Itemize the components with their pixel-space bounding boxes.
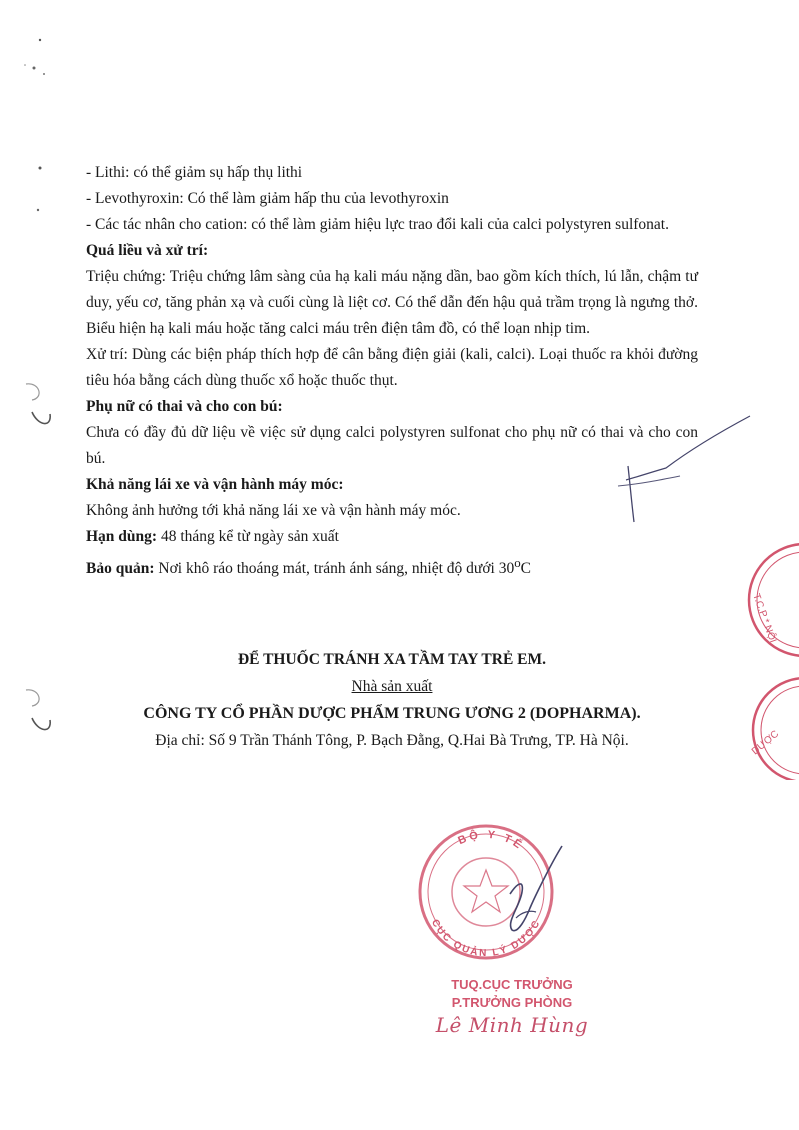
paragraph-driving: Không ảnh hưởng tới khả năng lái xe và vận hành máy móc.: [86, 502, 461, 519]
seal-top-text: BỘ Y TẾ: [456, 828, 526, 853]
company-address: Địa chỉ: Số 9 Trần Thánh Tông, P. Bạch Đằng, Q.Hai Bà Trưng, TP. Hà Nội.: [155, 732, 629, 749]
manufacturer-block: [86, 646, 698, 754]
line-levothyroxin: - Levothyroxin: Có thể làm giảm hấp thu của levothyroxin: [86, 190, 449, 207]
line-cation: - Các tác nhân cho cation: có thể làm giảm hiệu lực trao đổi kali của calci polystyren sulfonat.: [86, 216, 669, 233]
maker-label: Nhà sản xuất: [351, 678, 433, 695]
line-storage: [86, 550, 698, 582]
punch-hole-icon-2: [18, 686, 58, 746]
ministry-stamp-seal: [406, 822, 566, 962]
approval-block: [412, 976, 612, 1037]
punch-hole-icon: [18, 380, 58, 440]
edge-stamp-seal: [735, 540, 799, 780]
scan-speck-marks-2: [35, 160, 45, 220]
edge-seal-text-2: DƯỢC: [749, 728, 782, 758]
paragraph-pregnancy: Chưa có đầy đủ dữ liệu về việc sử dụng calci polystyren sulfonat cho phụ nữ có thai và cho con bú.: [86, 424, 698, 467]
shelf-life-label: Hạn dùng:: [86, 528, 158, 545]
child-warning: ĐỂ THUỐC TRÁNH XA TẦM TAY TRẺ EM.: [237, 651, 547, 668]
storage-label: Bảo quản:: [86, 560, 155, 578]
heading-overdose: Quá liều và xử trí:: [86, 242, 209, 259]
heading-pregnancy: Phụ nữ có thai và cho con bú:: [86, 398, 283, 415]
paragraph-treatment: Xử trí: Dùng các biện pháp thích hợp để cân bằng điện giải (kali, calci). Loại thuốc ra khỏi đường tiêu hóa bằng cách dùng thuốc xổ hoặc thuốc thụt.: [86, 346, 698, 389]
storage-unit: C: [520, 560, 531, 578]
degree-sup: o: [514, 555, 521, 570]
pen-checkmark-icon: [600, 410, 760, 530]
maker-line: [86, 673, 698, 700]
line-lithi: - Lithi: có thể giảm sụ hấp thụ lithi: [86, 164, 303, 181]
paragraph-symptoms: Triệu chứng: Triệu chứng lâm sàng của hạ kali máu nặng dần, bao gồm kích thích, lú lẫn, chậm tư duy, yếu cơ, tăng phản xạ và cuối cùng là liệt cơ. Có thể dẫn đến hậu quả trầm trọng là ngưng thở. Biểu hiện hạ kali máu hoặc tăng calci máu trên điện tâm đồ, có thể loạn nhịp tim.: [86, 268, 698, 337]
shelf-life-value: 48 tháng kể từ ngày sản xuất: [157, 528, 339, 545]
approval-title-2: P.TRƯỞNG PHÒNG: [451, 995, 573, 1010]
approval-title-1: TUQ.CỤC TRƯỞNG: [451, 977, 573, 992]
seal-bottom-text: CỤC QUẢN LÝ DƯỢC: [428, 917, 544, 960]
scan-speck-marks: [20, 30, 60, 90]
company-name: CÔNG TY CỔ PHẦN DƯỢC PHẨM TRUNG ƯƠNG 2 (DOPHARMA).: [143, 705, 641, 722]
edge-seal-text: T.C.P * NỘI: [750, 592, 779, 645]
heading-driving: Khả năng lái xe và vận hành máy móc:: [86, 476, 344, 493]
signatory-name: Lê Minh Hùng: [435, 1013, 589, 1037]
svg-text:CỤC QUẢN LÝ DƯỢC: [429, 918, 543, 960]
storage-value: Nơi khô ráo thoáng mát, tránh ánh sáng, nhiệt độ dưới 30: [154, 560, 515, 578]
